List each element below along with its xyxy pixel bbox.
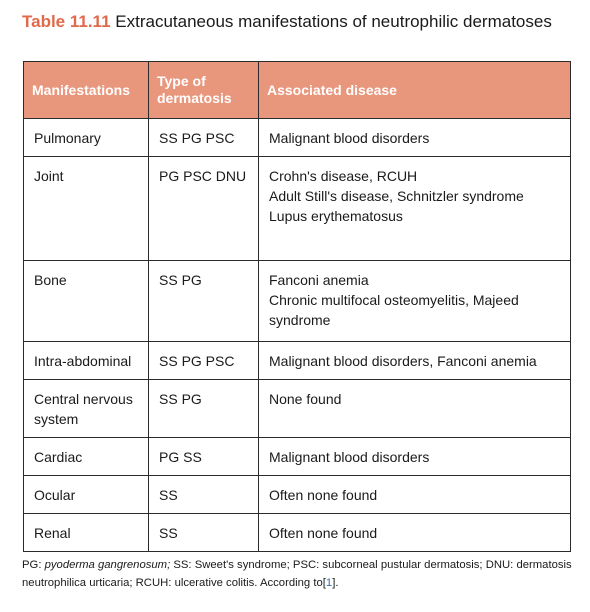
header-manifestations: Manifestations (24, 62, 149, 119)
manifestation-cell: Ocular (24, 476, 149, 514)
table-row (24, 119, 571, 157)
reference-bracket-close: ]. (332, 577, 339, 589)
table-row (24, 380, 571, 438)
table-caption (22, 11, 562, 32)
dermatosis-type-cell: SS (149, 476, 259, 514)
disease-line: Fanconi anemia (269, 272, 369, 288)
dermatosis-type-cell: SS (149, 514, 259, 552)
footnote-pg-label: PG: (22, 559, 42, 571)
manifestation-cell: Renal (24, 514, 149, 552)
table-row (24, 514, 571, 552)
associated-disease-cell (259, 380, 571, 438)
table-row (24, 157, 571, 261)
disease-line: Often none found (269, 525, 378, 541)
header-associated-disease: Associated disease (259, 62, 571, 119)
footnote-pg-term: pyoderma gangrenosum; (44, 559, 171, 571)
reference-bracket-open: [ (322, 577, 326, 589)
associated-disease-cell (259, 438, 571, 476)
associated-disease-cell (259, 261, 571, 342)
disease-line: Chronic multifocal osteomyelitis, Majeed syndrome (269, 292, 519, 328)
disease-line: Adult Still's disease, Schnitzler syndrome (269, 188, 524, 204)
manifestation-cell: Joint (24, 157, 149, 261)
table-row (24, 261, 571, 342)
table-row (24, 476, 571, 514)
associated-disease-cell (259, 476, 571, 514)
manifestation-cell: Cardiac (24, 438, 149, 476)
disease-line: Malignant blood disorders, Fanconi anemia (269, 353, 537, 369)
associated-disease-cell (259, 342, 571, 380)
footnote-according: According to (259, 577, 323, 589)
disease-line: Lupus erythematosus (269, 208, 403, 224)
disease-line: Malignant blood disorders (269, 130, 430, 146)
manifestation-cell: Pulmonary (24, 119, 149, 157)
table-header-row (24, 62, 571, 119)
manifestation-cell: Central nervous system (24, 380, 149, 438)
table-row (24, 438, 571, 476)
associated-disease-cell (259, 119, 571, 157)
disease-line: Often none found (269, 487, 378, 503)
disease-line: None found (269, 391, 342, 407)
dermatosis-type-cell: SS PG PSC (149, 119, 259, 157)
disease-line: Malignant blood disorders (269, 449, 430, 465)
manifestation-cell: Intra-abdominal (24, 342, 149, 380)
dermatosis-type-cell: SS PG (149, 380, 259, 438)
dermatosis-type-cell: SS PG PSC (149, 342, 259, 380)
reference-link[interactable]: 1 (325, 577, 333, 589)
table-footnote (22, 556, 572, 592)
associated-disease-cell (259, 514, 571, 552)
manifestations-table (23, 61, 571, 552)
disease-line: Crohn's disease, RCUH (269, 168, 418, 184)
footnote-abbreviations: SS: Sweet's syndrome; PSC: subcorneal pustular dermatosis; DNU: dermatosis neutrophilica urticaria; RCUH: ulcerative colitis. (22, 559, 572, 589)
dermatosis-type-cell: PG PSC DNU (149, 157, 259, 261)
table-row (24, 342, 571, 380)
table-title: Extracutaneous manifestations of neutrophilic dermatoses (115, 12, 552, 31)
associated-disease-cell (259, 157, 571, 261)
header-type-of-dermatosis: Type of dermatosis (149, 62, 259, 119)
dermatosis-type-cell: SS PG (149, 261, 259, 342)
dermatosis-type-cell: PG SS (149, 438, 259, 476)
manifestation-cell: Bone (24, 261, 149, 342)
table-number: Table 11.11 (22, 12, 111, 31)
